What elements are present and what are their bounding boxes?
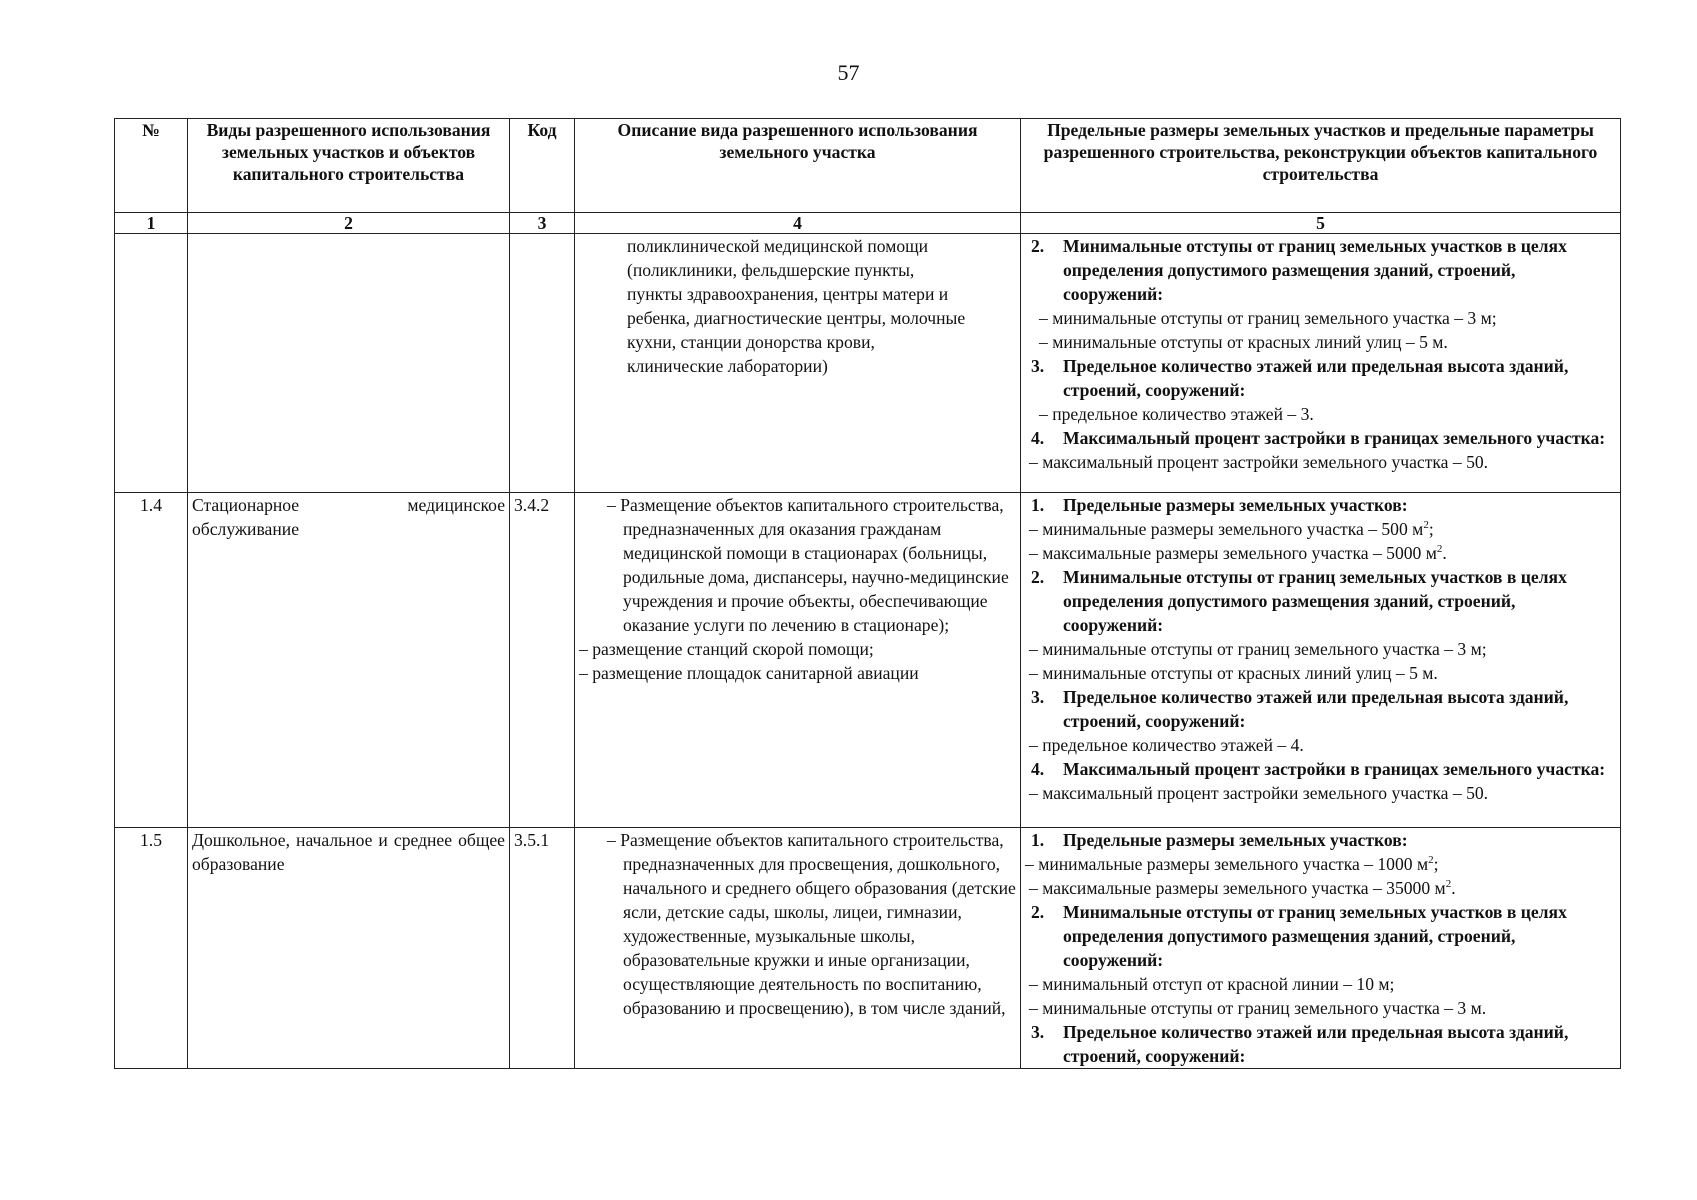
- row-description: [575, 828, 1021, 1069]
- param-value: – предельное количество этажей – 4.: [1029, 735, 1304, 755]
- table-row: [115, 493, 1621, 828]
- description-item: – размещение станций скорой помощи;: [579, 639, 874, 659]
- param-value: – минимальные размеры земельного участка – 1000 $м^2$;: [1025, 854, 1439, 874]
- param-value: – максимальные размеры земельного участка – 5000 $м^2$.: [1029, 543, 1447, 563]
- row-num: [115, 234, 188, 493]
- column-number: 2: [188, 213, 510, 234]
- column-number: 3: [510, 213, 575, 234]
- description-line: (поликлиники, фельдшерские пункты,: [627, 260, 915, 280]
- land-use-table: [114, 118, 1621, 1069]
- header-code: Код: [510, 119, 575, 213]
- row-type: [188, 234, 510, 493]
- param-heading: 3. Предельное количество этажей или предельная высота зданий, строений, сооружений:: [1031, 356, 1569, 400]
- description-line: пункты здравоохранения, центры матери и: [627, 284, 949, 304]
- table-header-row: [115, 119, 1621, 213]
- param-value: – максимальный процент застройки земельного участка – 50.: [1029, 783, 1489, 803]
- row-params: [1021, 828, 1621, 1069]
- description-line: поликлинической медицинской помощи: [627, 236, 929, 256]
- row-params: [1021, 234, 1621, 493]
- header-num: №: [115, 119, 188, 213]
- row-type: Стационарное медицинское обслуживание: [188, 493, 510, 828]
- param-value: – минимальные отступы от границ земельного участка – 3 м.: [1029, 998, 1487, 1018]
- row-code: [510, 234, 575, 493]
- param-value: – минимальные отступы от красных линий улиц – 5 м.: [1029, 663, 1438, 683]
- column-number: 1: [115, 213, 188, 234]
- param-heading: 1. Предельные размеры земельных участков:: [1031, 830, 1408, 850]
- row-params: [1021, 493, 1621, 828]
- header-params: Предельные размеры земельных участков и предельные параметры разрешенного строительства, реконструкции объектов капитального строительства: [1021, 119, 1621, 213]
- table-row: [115, 234, 1621, 493]
- table-row: [115, 828, 1621, 1069]
- param-value: – минимальный отступ от красной линии – 10 м;: [1029, 974, 1395, 994]
- row-num: 1.5: [115, 828, 188, 1069]
- row-code: 3.4.2: [510, 493, 575, 828]
- param-heading: 2. Минимальные отступы от границ земельных участков в целях определения допустимого размещения зданий, строений, сооружений:: [1031, 567, 1567, 635]
- row-description: [575, 234, 1021, 493]
- description-item: – размещение площадок санитарной авиации: [579, 663, 919, 683]
- column-number: 5: [1021, 213, 1621, 234]
- param-heading: 2. Минимальные отступы от границ земельных участков в целях определения допустимого размещения зданий, строений, сооружений:: [1031, 236, 1567, 304]
- param-heading: 2. Минимальные отступы от границ земельных участков в целях определения допустимого размещения зданий, строений, сооружений:: [1031, 902, 1567, 970]
- description-line: клинические лаборатории): [627, 356, 828, 376]
- param-heading: 4. Максимальный процент застройки в границах земельного участка:: [1031, 759, 1606, 779]
- description-line: кухни, станции донорства крови,: [627, 332, 875, 352]
- param-value: – предельное количество этажей – 3.: [1039, 404, 1314, 424]
- header-type: Виды разрешенного использования земельных участков и объектов капитального строительства: [188, 119, 510, 213]
- column-number: 4: [575, 213, 1021, 234]
- param-heading: 3. Предельное количество этажей или предельная высота зданий, строений, сооружений:: [1031, 687, 1569, 731]
- param-heading: 1. Предельные размеры земельных участков:: [1031, 495, 1408, 515]
- row-num: 1.4: [115, 493, 188, 828]
- param-value: – минимальные отступы от границ земельного участка – 3 м;: [1039, 308, 1497, 328]
- description-item: – Размещение объектов капитального строительства, предназначенных для оказания гражданам медицинской помощи в стационарах (больницы, родильные дома, диспансеры, научно-медицинские учреждения и прочие объекты, обеспечивающие оказание услуги по лечению в стационаре);: [607, 495, 1009, 635]
- param-heading: 3. Предельное количество этажей или предельная высота зданий, строений, сооружений:: [1031, 1022, 1569, 1066]
- page-number: 57: [837, 60, 860, 85]
- column-numbers-row: [115, 213, 1621, 234]
- description-item: – Размещение объектов капитального строительства, предназначенных для просвещения, дошкольного, начального и среднего общего образования (детские ясли, детские сады, школы, лицеи, гимназии, художественные, музыкальные школы, образовательные кружки и иные организации, осуществляющие деятельность по воспитанию, образованию и просвещению), в том числе зданий,: [607, 830, 1016, 1018]
- param-value: – минимальные размеры земельного участка – 500 $м^2$;: [1029, 519, 1434, 539]
- row-type: Дошкольное, начальное и среднее общее образование: [188, 828, 510, 1069]
- row-code: 3.5.1: [510, 828, 575, 1069]
- header-description: Описание вида разрешенного использования земельного участка: [575, 119, 1021, 213]
- param-value: – максимальный процент застройки земельного участка – 50.: [1029, 452, 1489, 472]
- description-line: ребенка, диагностические центры, молочные: [627, 308, 966, 328]
- param-value: – максимальные размеры земельного участка – 35000 $м^2$.: [1029, 878, 1456, 898]
- row-description: [575, 493, 1021, 828]
- param-value: – минимальные отступы от границ земельного участка – 3 м;: [1029, 639, 1487, 659]
- param-heading: 4. Максимальный процент застройки в границах земельного участка:: [1031, 428, 1606, 448]
- param-value: – минимальные отступы от красных линий улиц – 5 м.: [1039, 332, 1448, 352]
